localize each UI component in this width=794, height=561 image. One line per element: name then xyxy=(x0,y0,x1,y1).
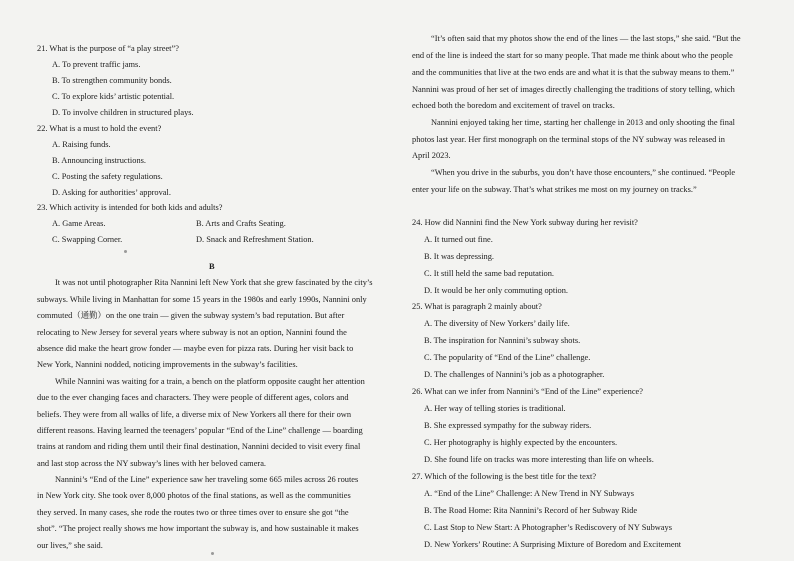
passage-line: Nannini was proud of her set of images directly challenging the traditions of story telling, which xyxy=(412,85,735,94)
passage-line: beliefs. They were from all walks of life, a diverse mix of New Yorkers all there for their own xyxy=(37,410,352,419)
passage-line: New York, Nannini nodded, noticing improvements in the subway’s facilities. xyxy=(37,360,298,369)
passage-line: commuted（通勤）on the one train — given the subway system’s bad reputation. But after xyxy=(37,311,345,320)
option-27d: D. New Yorkers’ Routine: A Surprising Mixture of Boredom and Excitement xyxy=(424,540,682,549)
option-26b: B. She expressed sympathy for the subway riders. xyxy=(424,421,592,430)
passage-line: different reasons. Having learned the teenagers’ popular “End of the Line” challenge — boarding xyxy=(37,426,363,435)
option-21a: A. To prevent traffic jams. xyxy=(52,60,141,69)
option-27a: A. “End of the Line” Challenge: A New Trend in NY Subways xyxy=(424,489,634,498)
passage-line: “It’s often said that my photos show the end of the lines — the last stops,” she said. “But the xyxy=(431,34,741,43)
option-26a: A. Her way of telling stories is traditional. xyxy=(424,404,566,413)
passage-line: in New York city. She took over 8,000 photos of the final stations, as well as the communities xyxy=(37,491,351,500)
passage-line: enter your life on the subway. That’s what strikes me most on my journey on tracks.” xyxy=(412,185,697,194)
option-21b: B. To strengthen community bonds. xyxy=(52,76,172,85)
section-heading-b: B xyxy=(209,262,215,271)
passage-line: echoed both the boredom and excitement of travel on tracks. xyxy=(412,101,615,110)
question-23: 23. Which activity is intended for both kids and adults? xyxy=(37,203,223,212)
passage-line: due to the ever changing faces and characters. They were people of different ages, colors and xyxy=(37,393,349,402)
passage-line: photos last year. Her first monograph on the terminal stops of the NY subway was released in xyxy=(412,135,725,144)
option-27b: B. The Road Home: Rita Nannini’s Record of her Subway Ride xyxy=(424,506,638,515)
passage-line: they served. In many cases, she rode the routes two or three times over to ensure she got “the xyxy=(37,508,349,517)
question-25: 25. What is paragraph 2 mainly about? xyxy=(412,302,542,311)
option-24b: B. It was depressing. xyxy=(424,252,495,261)
option-25d: D. The challenges of Nannini’s job as a photographer. xyxy=(424,370,605,379)
passage-line: and the communities that live at the two ends are and what it is that the subway means to them.” xyxy=(412,68,735,77)
passage-line: Nannini’s “End of the Line” experience saw her traveling some 665 miles across 26 routes xyxy=(55,475,359,484)
passage-line: April 2023. xyxy=(412,151,451,160)
passage-line: trains at random and riding them until their final destination, Nannini decided to visit every final xyxy=(37,442,361,451)
passage-line: our lives,” she said. xyxy=(37,541,103,550)
passage-line: It was not until photographer Rita Nannini left New York that she grew fascinated by the city’s xyxy=(55,278,373,287)
option-25a: A. The diversity of New Yorkers’ daily life. xyxy=(424,319,570,328)
right-column xyxy=(400,0,794,561)
option-25c: C. The popularity of “End of the Line” challenge. xyxy=(424,353,591,362)
scan-speck xyxy=(124,250,127,253)
question-27: 27. Which of the following is the best title for the text? xyxy=(412,472,597,481)
option-26c: C. Her photography is highly expected by the encounters. xyxy=(424,438,618,447)
option-22b: B. Announcing instructions. xyxy=(52,156,146,165)
option-24d: D. It would be her only commuting option. xyxy=(424,286,568,295)
option-22c: C. Posting the safety regulations. xyxy=(52,172,163,181)
option-21c: C. To explore kids’ artistic potential. xyxy=(52,92,175,101)
passage-line: end of the line is indeed the start for so many people. That made me think about who the people xyxy=(412,51,733,60)
passage-line: subways. While living in Manhattan for some 15 years in the 1980s and early 1990s, Nannini only xyxy=(37,295,367,304)
option-22a: A. Raising funds. xyxy=(52,140,111,149)
passage-line: absence did make the heart grow fonder — maybe even for pizza rats. During her visit back to xyxy=(37,344,354,353)
passage-line: Nannini enjoyed taking her time, starting her challenge in 2013 and only shooting the final xyxy=(431,118,735,127)
option-23c: C. Swapping Corner. xyxy=(52,235,123,244)
option-26d: D. She found life on tracks was more interesting than life on wheels. xyxy=(424,455,654,464)
option-24c: C. It still held the same bad reputation. xyxy=(424,269,555,278)
question-21: 21. What is the purpose of “a play street”? xyxy=(37,44,179,53)
option-22d: D. Asking for authorities’ approval. xyxy=(52,188,171,197)
option-24a: A. It turned out fine. xyxy=(424,235,493,244)
option-27c: C. Last Stop to New Start: A Photographer’s Rediscovery of NY Subways xyxy=(424,523,672,532)
passage-line: “When you drive in the suburbs, you don’t have those encounters,” she continued. “People xyxy=(431,168,736,177)
option-23b: B. Arts and Crafts Seating. xyxy=(196,219,286,228)
option-25b: B. The inspiration for Nannini’s subway shots. xyxy=(424,336,581,345)
scan-speck xyxy=(211,552,214,555)
question-24: 24. How did Nannini find the New York subway during her revisit? xyxy=(412,218,638,227)
passage-line: relocating to New Jersey for several years where subway is not an option, Nannini found the xyxy=(37,328,347,337)
option-23d: D. Snack and Refreshment Station. xyxy=(196,235,314,244)
question-26: 26. What can we infer from Nannini’s “End of the Line” experience? xyxy=(412,387,643,396)
passage-line: While Nannini was waiting for a train, a bench on the platform opposite caught her attention xyxy=(55,377,365,386)
passage-line: and last stop across the NY subway’s lines with her beloved camera. xyxy=(37,459,267,468)
question-22: 22. What is a must to hold the event? xyxy=(37,124,162,133)
option-21d: D. To involve children in structured plays. xyxy=(52,108,194,117)
option-23a: A. Game Areas. xyxy=(52,219,106,228)
passage-line: shot”. “The project really shows me how important the subway is, and how sustainable it makes xyxy=(37,524,359,533)
